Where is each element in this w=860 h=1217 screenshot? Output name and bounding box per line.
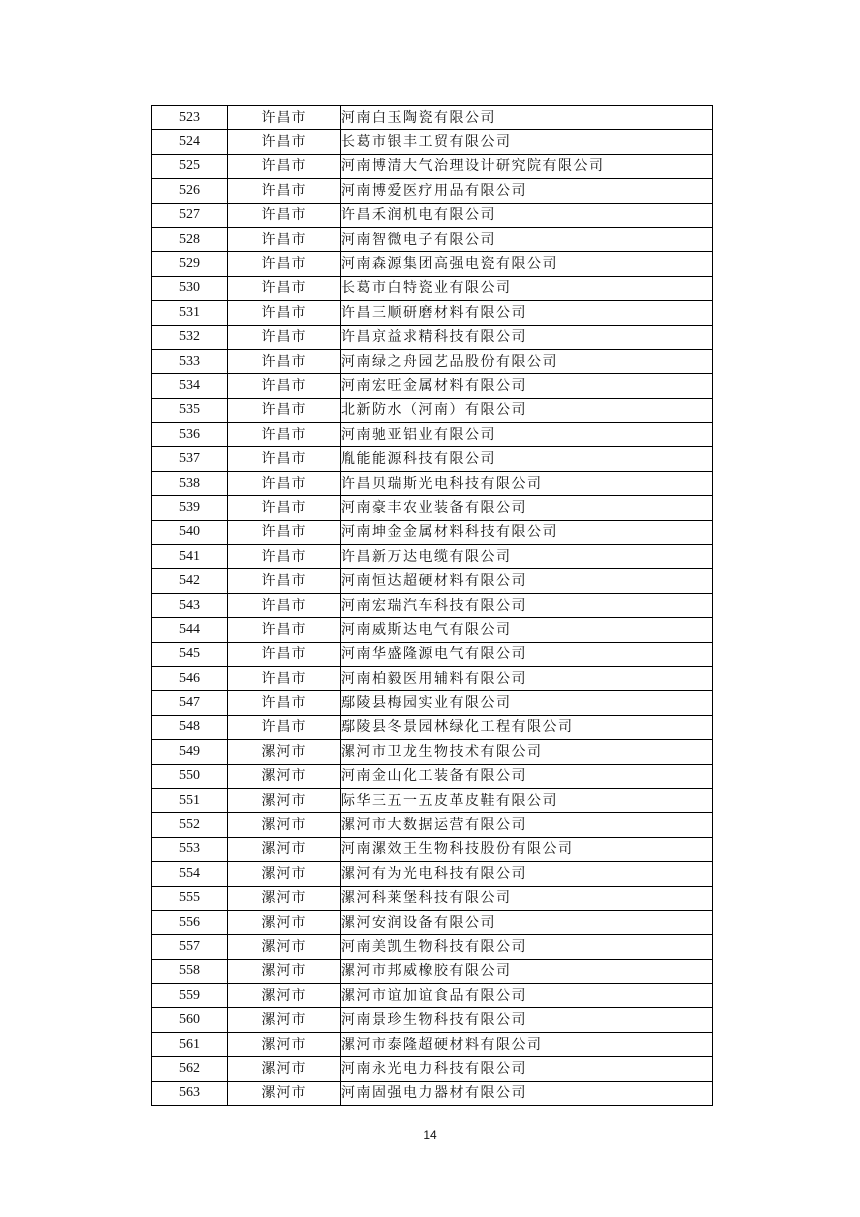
- row-number-cell: 538: [152, 471, 228, 495]
- table-body: [152, 106, 713, 1106]
- row-number-cell: 527: [152, 203, 228, 227]
- table-row: [152, 130, 713, 154]
- company-name-cell: 河南柏毅医用辅料有限公司: [341, 666, 713, 690]
- city-cell: 漯河市: [228, 740, 341, 764]
- city-cell: 许昌市: [228, 496, 341, 520]
- row-number-cell: 534: [152, 374, 228, 398]
- row-number-cell: 559: [152, 984, 228, 1008]
- company-name-cell: 河南宏瑞汽车科技有限公司: [341, 593, 713, 617]
- row-number-cell: 530: [152, 276, 228, 300]
- table-row: [152, 106, 713, 130]
- row-number-cell: 537: [152, 447, 228, 471]
- row-number-cell: 563: [152, 1081, 228, 1105]
- company-name-cell: 漯河市谊加谊食品有限公司: [341, 984, 713, 1008]
- company-name-cell: 漯河安润设备有限公司: [341, 910, 713, 934]
- company-name-cell: 许昌京益求精科技有限公司: [341, 325, 713, 349]
- company-name-cell: 漯河市大数据运营有限公司: [341, 813, 713, 837]
- city-cell: 许昌市: [228, 715, 341, 739]
- table-row: [152, 496, 713, 520]
- company-name-cell: 河南驰亚铝业有限公司: [341, 423, 713, 447]
- city-cell: 许昌市: [228, 276, 341, 300]
- company-name-cell: 鄢陵县冬景园林绿化工程有限公司: [341, 715, 713, 739]
- row-number-cell: 554: [152, 862, 228, 886]
- table-row: [152, 545, 713, 569]
- row-number-cell: 560: [152, 1008, 228, 1032]
- row-number-cell: 543: [152, 593, 228, 617]
- table-row: [152, 1057, 713, 1081]
- company-name-cell: 河南金山化工装备有限公司: [341, 764, 713, 788]
- row-number-cell: 523: [152, 106, 228, 130]
- city-cell: 漯河市: [228, 910, 341, 934]
- row-number-cell: 545: [152, 642, 228, 666]
- table-row: [152, 788, 713, 812]
- row-number-cell: 525: [152, 154, 228, 178]
- page-number: 14: [423, 1128, 437, 1142]
- city-cell: 漯河市: [228, 959, 341, 983]
- company-name-cell: 漯河市邦威橡胶有限公司: [341, 959, 713, 983]
- row-number-cell: 557: [152, 935, 228, 959]
- city-cell: 许昌市: [228, 301, 341, 325]
- company-name-cell: 长葛市银丰工贸有限公司: [341, 130, 713, 154]
- table-row: [152, 252, 713, 276]
- company-name-cell: 河南绿之舟园艺品股份有限公司: [341, 349, 713, 373]
- row-number-cell: 556: [152, 910, 228, 934]
- table-row: [152, 569, 713, 593]
- table-row: [152, 447, 713, 471]
- company-name-cell: 河南景珍生物科技有限公司: [341, 1008, 713, 1032]
- table-row: [152, 910, 713, 934]
- city-cell: 许昌市: [228, 691, 341, 715]
- company-list-table: [151, 105, 713, 1106]
- company-name-cell: 河南博清大气治理设计研究院有限公司: [341, 154, 713, 178]
- city-cell: 漯河市: [228, 788, 341, 812]
- table-row: [152, 959, 713, 983]
- row-number-cell: 558: [152, 959, 228, 983]
- city-cell: 许昌市: [228, 618, 341, 642]
- city-cell: 漯河市: [228, 1008, 341, 1032]
- city-cell: 许昌市: [228, 130, 341, 154]
- city-cell: 许昌市: [228, 203, 341, 227]
- table-row: [152, 179, 713, 203]
- row-number-cell: 550: [152, 764, 228, 788]
- company-name-cell: 河南白玉陶瓷有限公司: [341, 106, 713, 130]
- company-name-cell: 河南智微电子有限公司: [341, 227, 713, 251]
- row-number-cell: 540: [152, 520, 228, 544]
- company-name-cell: 鄢陵县梅园实业有限公司: [341, 691, 713, 715]
- row-number-cell: 542: [152, 569, 228, 593]
- row-number-cell: 529: [152, 252, 228, 276]
- row-number-cell: 553: [152, 837, 228, 861]
- city-cell: 许昌市: [228, 374, 341, 398]
- table-row: [152, 398, 713, 422]
- table-row: [152, 301, 713, 325]
- table-row: [152, 862, 713, 886]
- city-cell: 许昌市: [228, 471, 341, 495]
- city-cell: 许昌市: [228, 666, 341, 690]
- row-number-cell: 533: [152, 349, 228, 373]
- table-row: [152, 203, 713, 227]
- company-name-cell: 河南固强电力器材有限公司: [341, 1081, 713, 1105]
- company-name-cell: 许昌三顺研磨材料有限公司: [341, 301, 713, 325]
- city-cell: 漯河市: [228, 1057, 341, 1081]
- city-cell: 漯河市: [228, 764, 341, 788]
- row-number-cell: 547: [152, 691, 228, 715]
- city-cell: 许昌市: [228, 569, 341, 593]
- row-number-cell: 548: [152, 715, 228, 739]
- company-name-cell: 河南永光电力科技有限公司: [341, 1057, 713, 1081]
- table-row: [152, 276, 713, 300]
- company-name-cell: 漯河市卫龙生物技术有限公司: [341, 740, 713, 764]
- company-name-cell: 漯河市泰隆超硬材料有限公司: [341, 1032, 713, 1056]
- company-name-cell: 许昌新万达电缆有限公司: [341, 545, 713, 569]
- row-number-cell: 549: [152, 740, 228, 764]
- city-cell: 许昌市: [228, 447, 341, 471]
- city-cell: 许昌市: [228, 349, 341, 373]
- company-name-cell: 许昌禾润机电有限公司: [341, 203, 713, 227]
- company-name-cell: 际华三五一五皮革皮鞋有限公司: [341, 788, 713, 812]
- table-row: [152, 886, 713, 910]
- city-cell: 漯河市: [228, 935, 341, 959]
- table-row: [152, 984, 713, 1008]
- row-number-cell: 536: [152, 423, 228, 447]
- city-cell: 漯河市: [228, 1081, 341, 1105]
- row-number-cell: 524: [152, 130, 228, 154]
- table-row: [152, 764, 713, 788]
- row-number-cell: 531: [152, 301, 228, 325]
- table-row: [152, 349, 713, 373]
- table-row: [152, 423, 713, 447]
- company-name-cell: 漯河有为光电科技有限公司: [341, 862, 713, 886]
- table-row: [152, 471, 713, 495]
- city-cell: 许昌市: [228, 398, 341, 422]
- row-number-cell: 546: [152, 666, 228, 690]
- table-row: [152, 715, 713, 739]
- table-row: [152, 837, 713, 861]
- row-number-cell: 561: [152, 1032, 228, 1056]
- table-row: [152, 520, 713, 544]
- company-name-cell: 胤能能源科技有限公司: [341, 447, 713, 471]
- company-name-cell: 河南威斯达电气有限公司: [341, 618, 713, 642]
- row-number-cell: 551: [152, 788, 228, 812]
- city-cell: 许昌市: [228, 545, 341, 569]
- company-name-cell: 漯河科莱堡科技有限公司: [341, 886, 713, 910]
- row-number-cell: 535: [152, 398, 228, 422]
- city-cell: 许昌市: [228, 593, 341, 617]
- table-row: [152, 1032, 713, 1056]
- table-row: [152, 666, 713, 690]
- table-row: [152, 374, 713, 398]
- row-number-cell: 541: [152, 545, 228, 569]
- table-row: [152, 593, 713, 617]
- city-cell: 漯河市: [228, 837, 341, 861]
- company-name-cell: 河南美凯生物科技有限公司: [341, 935, 713, 959]
- city-cell: 漯河市: [228, 862, 341, 886]
- city-cell: 许昌市: [228, 325, 341, 349]
- company-name-cell: 长葛市白特瓷业有限公司: [341, 276, 713, 300]
- company-name-cell: 河南森源集团高强电瓷有限公司: [341, 252, 713, 276]
- company-name-cell: 河南宏旺金属材料有限公司: [341, 374, 713, 398]
- row-number-cell: 544: [152, 618, 228, 642]
- table-row: [152, 154, 713, 178]
- city-cell: 许昌市: [228, 520, 341, 544]
- city-cell: 漯河市: [228, 886, 341, 910]
- city-cell: 许昌市: [228, 154, 341, 178]
- city-cell: 漯河市: [228, 984, 341, 1008]
- row-number-cell: 528: [152, 227, 228, 251]
- company-name-cell: 河南博爱医疗用品有限公司: [341, 179, 713, 203]
- table-row: [152, 325, 713, 349]
- city-cell: 许昌市: [228, 179, 341, 203]
- company-name-cell: 河南恒达超硬材料有限公司: [341, 569, 713, 593]
- table-row: [152, 813, 713, 837]
- company-name-cell: 河南豪丰农业装备有限公司: [341, 496, 713, 520]
- row-number-cell: 555: [152, 886, 228, 910]
- table-row: [152, 740, 713, 764]
- company-name-cell: 北新防水（河南）有限公司: [341, 398, 713, 422]
- table-row: [152, 935, 713, 959]
- city-cell: 许昌市: [228, 106, 341, 130]
- company-name-cell: 河南坤金金属材料科技有限公司: [341, 520, 713, 544]
- table-row: [152, 691, 713, 715]
- city-cell: 许昌市: [228, 642, 341, 666]
- table-row: [152, 1008, 713, 1032]
- row-number-cell: 539: [152, 496, 228, 520]
- city-cell: 许昌市: [228, 252, 341, 276]
- row-number-cell: 526: [152, 179, 228, 203]
- city-cell: 许昌市: [228, 423, 341, 447]
- company-name-cell: 许昌贝瑞斯光电科技有限公司: [341, 471, 713, 495]
- row-number-cell: 552: [152, 813, 228, 837]
- table-row: [152, 227, 713, 251]
- city-cell: 漯河市: [228, 813, 341, 837]
- row-number-cell: 562: [152, 1057, 228, 1081]
- table-row: [152, 1081, 713, 1105]
- company-name-cell: 河南漯效王生物科技股份有限公司: [341, 837, 713, 861]
- table-row: [152, 642, 713, 666]
- company-name-cell: 河南华盛隆源电气有限公司: [341, 642, 713, 666]
- table-row: [152, 618, 713, 642]
- city-cell: 许昌市: [228, 227, 341, 251]
- city-cell: 漯河市: [228, 1032, 341, 1056]
- row-number-cell: 532: [152, 325, 228, 349]
